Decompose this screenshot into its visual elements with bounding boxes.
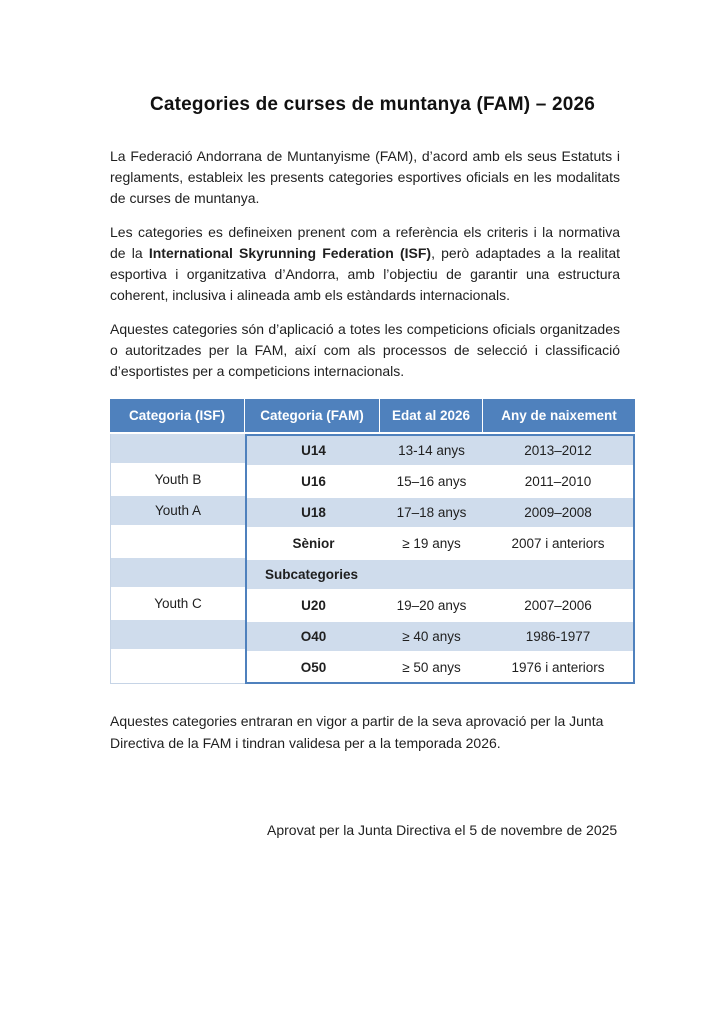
isf-cell: Youth A	[111, 496, 245, 527]
any-cell: 1976 i anteriors	[511, 660, 605, 675]
isf-cell	[111, 527, 245, 558]
table-row	[247, 529, 633, 560]
edat-cell: ≥ 50 anys	[402, 660, 461, 675]
fam-cell: U14	[301, 443, 326, 458]
edat-cell: ≥ 40 anys	[402, 629, 461, 644]
any-cell: 2007–2006	[524, 598, 592, 613]
header-any-naixement: Any de naixement	[501, 408, 617, 423]
edat-cell: 17–18 anys	[396, 505, 467, 520]
header-categoria-isf: Categoria (ISF)	[110, 399, 245, 432]
table-row	[247, 653, 633, 682]
categories-box	[245, 434, 635, 684]
paragraph-isf-bold: International Skyrunning Federation (ISF)	[148, 245, 432, 261]
column-isf	[110, 434, 245, 684]
any-cell: 1986-1977	[525, 629, 591, 644]
subcategories-label: Subcategories	[265, 567, 359, 582]
fam-cell: U20	[301, 598, 326, 613]
any-cell: 2013–2012	[524, 443, 592, 458]
table-row	[247, 467, 633, 498]
table-row	[247, 591, 633, 622]
header-edat: Edat al 2026	[380, 399, 483, 432]
table-row-subcategories	[247, 560, 633, 591]
paragraph-isf	[110, 222, 620, 306]
edat-cell: 13-14 anys	[398, 443, 465, 458]
table-header-row	[110, 399, 635, 432]
edat-cell: ≥ 19 anys	[402, 536, 461, 551]
table-row	[247, 436, 633, 467]
paragraph-isf-after: , però adaptades a la realitat esportiva i organitzativa d’Andorra, amb l’objectiu de garantir una estructura coherent, inclusiva i alineada amb els estàndards internacionals.	[110, 245, 620, 303]
isf-cell	[111, 558, 245, 589]
fam-cell: O50	[300, 660, 327, 675]
any-cell: 2011–2010	[524, 474, 592, 489]
isf-cell	[111, 620, 245, 651]
any-cell: 2007 i anteriors	[511, 536, 605, 551]
table-row	[247, 498, 633, 529]
fam-cell: U18	[301, 505, 326, 520]
table-body	[110, 434, 635, 684]
edat-cell: 19–20 anys	[396, 598, 467, 613]
fam-cell: O40	[300, 629, 327, 644]
approval-line: Aprovat per la Junta Directiva el 5 de novembre de 2025	[267, 822, 618, 838]
paragraph-application: Aquestes categories són d’aplicació a totes les competicions oficials organitzades o autoritzades per la FAM, així com als processos de selecció i classificació d’esportistes per a competicions internacionals.	[110, 321, 620, 379]
fam-cell: U16	[301, 474, 326, 489]
paragraph-isf-before: Les categories es defineixen prenent com a referència els criteris i la normativa de la	[110, 224, 620, 261]
paragraph-intro: La Federació Andorrana de Muntanyisme (FAM), d’acord amb els seus Estatuts i reglaments, estableix les presents categories esportives oficials en les modalitats de curses de muntanya.	[110, 148, 620, 206]
isf-cell	[111, 651, 245, 682]
table-row	[247, 622, 633, 653]
isf-cell: Youth C	[111, 589, 245, 620]
page-title: Categories de curses de muntanya (FAM) – 2026	[149, 94, 596, 115]
isf-cell	[111, 434, 245, 465]
categories-table	[110, 399, 635, 684]
fam-cell: Sènior	[292, 536, 335, 551]
any-cell: 2009–2008	[524, 505, 592, 520]
header-categoria-fam: Categoria (FAM)	[245, 399, 380, 432]
edat-cell: 15–16 anys	[396, 474, 467, 489]
isf-cell: Youth B	[111, 465, 245, 496]
paragraph-validity: Aquestes categories entraran en vigor a partir de la seva aprovació per la Junta Directiva de la FAM i tindran validesa per a la temporada 2026.	[110, 713, 604, 751]
